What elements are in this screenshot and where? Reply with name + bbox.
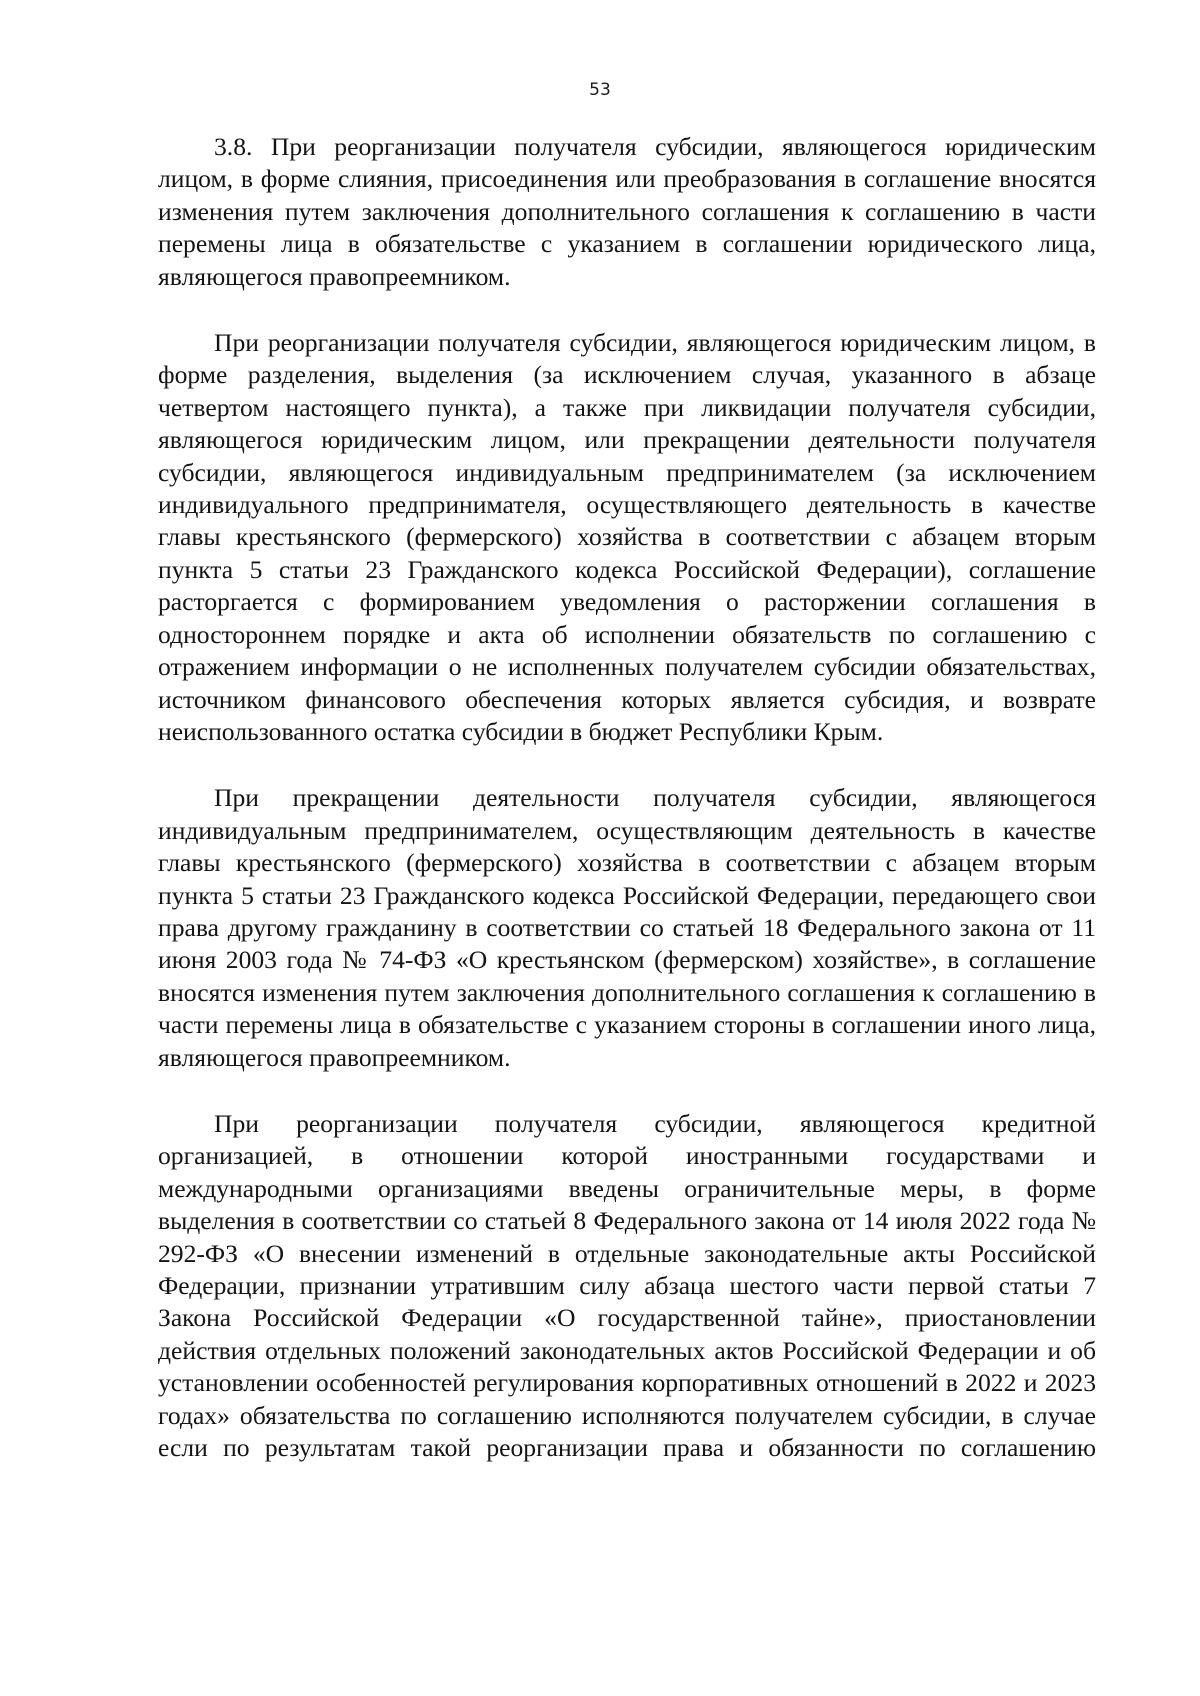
page-number: 53	[589, 80, 611, 100]
paragraph-farm-head-termination: При прекращении деятельности получателя субсидии, являющегося индивидуальным предпринимателем, осуществляющим деятельность в качестве главы крестьянского (фермерского) хозяйства в соответствии с абзацем вторым пункта 5 статьи 23 Гражданского кодекса Российской Федерации, передающего свои права другому гражданину в соответствии со статьей 18 Федерального закона от 11 июня 2003 года № 74-ФЗ «О крестьянском (фермерском) хозяйстве», в соглашение вносятся изменения путем заключения дополнительного соглашения к соглашению в части перемены лица в обязательстве с указанием стороны в соглашении иного лица, являющегося правопреемником.	[158, 783, 1096, 1072]
paragraph-3-8: 3.8. При реорганизации получателя субсидии, являющегося юридическим лицом, в форме слияния, присоединения или преобразования в соглашение вносятся изменения путем заключения дополнительного соглашения к соглашению в части перемены лица в обязательстве с указанием в соглашении юридического лица, являющегося правопреемником.	[158, 132, 1096, 291]
paragraph-credit-organization: При реорганизации получателя субсидии, являющегося кредитной организацией, в отношении которой иностранными государствами и международными организациями введены ограничительные меры, в форме выделения в соответствии со статьей 8 Федерального закона от 14 июля 2022 года № 292-ФЗ «О внесении изменений в отдельные законодательные акты Российской Федерации, признании утратившим силу абзаца шестого части первой статьи 7 Закона Российской Федерации «О государственной тайне», приостановлении действия отдельных положений законодательных актов Российской Федерации и об установлении особенностей регулирования корпоративных отношений в 2022 и 2023 годах» обязательства по соглашению исполняются получателем субсидии, в случае если по результатам такой реорганизации права и обязанности по соглашению	[158, 1108, 1096, 1463]
paragraph-reorganization-separation: При реорганизации получателя субсидии, являющегося юридическим лицом, в форме разделения, выделения (за исключением случая, указанного в абзаце четвертом настоящего пункта), а также при ликвидации получателя субсидии, являющегося юридическим лицом, или прекращении деятельности получателя субсидии, являющегося индивидуальным предпринимателем (за исключением индивидуального предпринимателя, осуществляющего деятельность в качестве главы крестьянского (фермерского) хозяйства в соответствии с абзацем вторым пункта 5 статьи 23 Гражданского кодекса Российской Федерации), соглашение расторгается с формированием уведомления о расторжении соглашения в одностороннем порядке и акта об исполнении обязательств по соглашению с отражением информации о не исполненных получателем субсидии обязательствах, источником финансового обеспечения которых является субсидия, и возврате неиспользованного остатка субсидии в бюджет Республики Крым.	[158, 328, 1096, 746]
document-body	[158, 131, 1096, 1464]
